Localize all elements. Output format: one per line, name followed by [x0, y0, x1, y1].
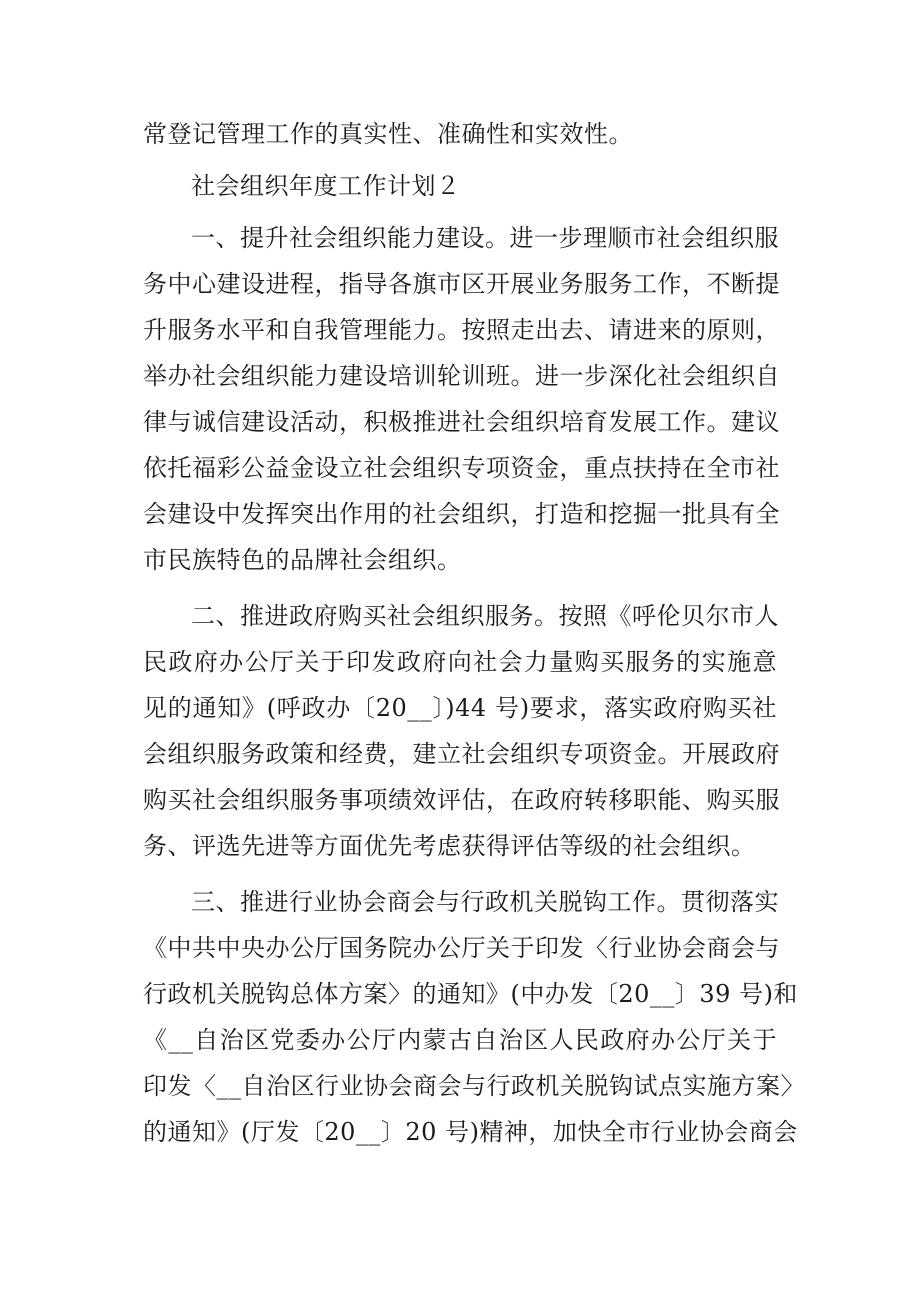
text-line: 务、评选先进等方面优先考虑获得评估等级的社会组织。: [143, 832, 756, 860]
text-line: 购买社会组织服务事项绩效评估，在政府转移职能、购买服: [143, 786, 780, 814]
text-line: 升服务水平和自我管理能力。按照走出去、请进来的原则，: [143, 316, 780, 344]
text-line: 见的通知》(呼政办〔20__〕)44 号)要求，落实政府购买社: [143, 694, 777, 722]
text-line: 一、提升社会组织能力建设。进一步理顺市社会组织服: [191, 224, 779, 252]
text-line: 二、推进政府购买社会组织服务。按照《呼伦贝尔市人: [191, 602, 779, 630]
text-line: 会组织服务政策和经费，建立社会组织专项资金。开展政府: [143, 740, 780, 768]
section-title: 社会组织年度工作计划２: [191, 172, 461, 200]
text-line: 举办社会组织能力建设培训轮训班。进一步深化社会组织自: [143, 362, 780, 390]
text-line: 《中共中央办公厅国务院办公厅关于印发〈行业协会商会与: [143, 934, 780, 962]
text-line: 行政机关脱钩总体方案〉的通知》(中办发〔20__〕39 号)和: [143, 980, 798, 1008]
text-line: 民政府办公厅关于印发政府向社会力量购买服务的实施意: [143, 648, 777, 676]
text-line: 依托福彩公益金设立社会组织专项资金，重点扶持在全市社: [143, 454, 780, 482]
text-line: 会建设中发挥突出作用的社会组织，打造和挖掘一批具有全: [143, 500, 780, 528]
text-line: 印发〈__自治区行业协会商会与行政机关脱钩试点实施方案〉: [143, 1072, 805, 1100]
text-line: 的通知》(厅发〔20__〕20 号)精神，加快全市行业协会商会: [143, 1118, 798, 1146]
text-line: 务中心建设进程，指导各旗市区开展业务服务工作，不断提: [143, 270, 780, 298]
text-line: 三、推进行业协会商会与行政机关脱钩工作。贯彻落实: [191, 888, 779, 916]
text-line: 《__自治区党委办公厅内蒙古自治区人民政府办公厅关于: [143, 1026, 777, 1054]
text-line: 律与诚信建设活动，积极推进社会组织培育发展工作。建议: [143, 408, 780, 436]
text-line: 市民族特色的品牌社会组织。: [143, 546, 462, 574]
text-line: 常登记管理工作的真实性、准确性和实效性。: [143, 120, 633, 148]
